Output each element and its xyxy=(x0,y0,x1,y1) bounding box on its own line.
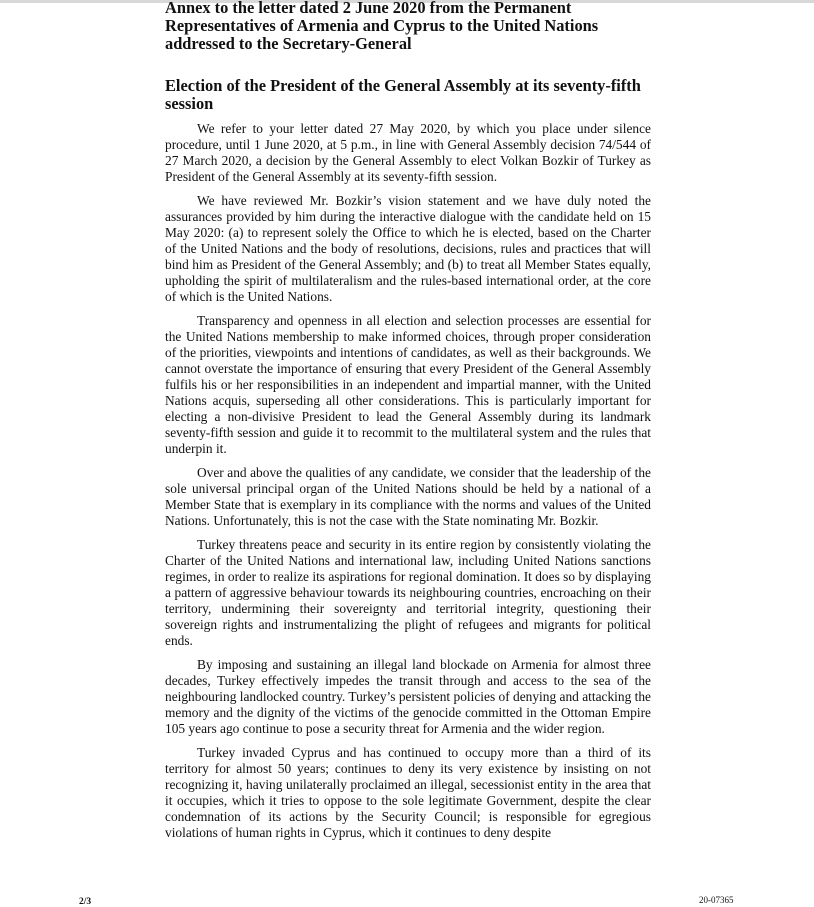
paragraph: Turkey invaded Cyprus and has continued to occupy more than a third of its territory for almost 50 years; continues to deny its very existence by insisting on not recognizing it, having unilaterally proclaimed an illegal, secessionist entity in the area that it occupies, which it tries to oppose to the sole legitimate Government, despite the clear condemnation of its actions by the Security Council; is responsible for egregious violations of human rights in Cyprus, which it continues to deny despite xyxy=(165,745,651,840)
page-number: 2/3 xyxy=(79,897,92,907)
paragraph: We refer to your letter dated 27 May 2020, by which you place under silence procedure, until 1 June 2020, at 5 p.m., in line with General Assembly decision 74/544 of 27 March 2020, a decision by the General Assembly to elect Volkan Bozkir of Turkey as President of the General Assembly at its seventy-fifth session. xyxy=(165,121,651,184)
paragraph: Transparency and openness in all election and selection processes are essential for the United Nations membership to make informed choices, through proper consideration of the priorities, viewpoints and intentions of candidates, as well as their backgrounds. We cannot overstate the importance of ensuring that every President of the General Assembly fulfils his or her responsibilities in an independent and impartial manner, with the United Nations acquis, superseding all other considerations. This is particularly important for electing a non-divisive President to lead the General Assembly during its landmark seventy-fifth session and guide it to recommit to the multilateral system and the rules that underpin it. xyxy=(165,313,651,456)
paragraph: We have reviewed Mr. Bozkir’s vision statement and we have duly noted the assurances provided by him during the interactive dialogue with the candidate held on 15 May 2020: (a) to represent solely the Office to which he is elected, based on the Charter of the United Nations and the body of resolutions, decisions, rules and practices that will bind him as President of the General Assembly; and (b) to treat all Member States equally, upholding the spirit of multilateralism and the rules-based international order, at the core of which is the United Nations. xyxy=(165,193,651,304)
document-code: 20-07365 xyxy=(699,895,734,905)
annex-heading: Annex to the letter dated 2 June 2020 from the Permanent Representatives of Armenia and Cyprus to the United Nations addressed to the Secretary-General xyxy=(165,0,599,53)
paragraph: Turkey threatens peace and security in its entire region by consistently violating the Charter of the United Nations and international law, including United Nations sanctions regimes, in order to realize its aspirations for regional domination. It does so by displaying a pattern of aggressive behaviour towards its neighbouring countries, encroaching on their territory, undermining their sovereignty and territorial integrity, questioning their sovereign rights and instrumentalizing the plight of refugees and migrants for political ends. xyxy=(165,537,651,648)
document-title: Election of the President of the General Assembly at its seventy-fifth session xyxy=(165,76,641,113)
paragraph: Over and above the qualities of any candidate, we consider that the leadership of the sole universal principal organ of the United Nations should be held by a national of a Member State that is exemplary in its compliance with the norms and values of the United Nations. Unfortunately, this is not the case with the State nominating Mr. Bozkir. xyxy=(165,465,651,528)
document-body xyxy=(165,121,651,849)
paragraph: By imposing and sustaining an illegal land blockade on Armenia for almost three decades, Turkey effectively impedes the transit through and access to the sea of the neighbouring landlocked country. Turkey’s persistent policies of denying and attacking the memory and the dignity of the victims of the genocide committed in the Ottoman Empire 105 years ago continue to pose a security threat for Armenia and the wider region. xyxy=(165,657,651,736)
